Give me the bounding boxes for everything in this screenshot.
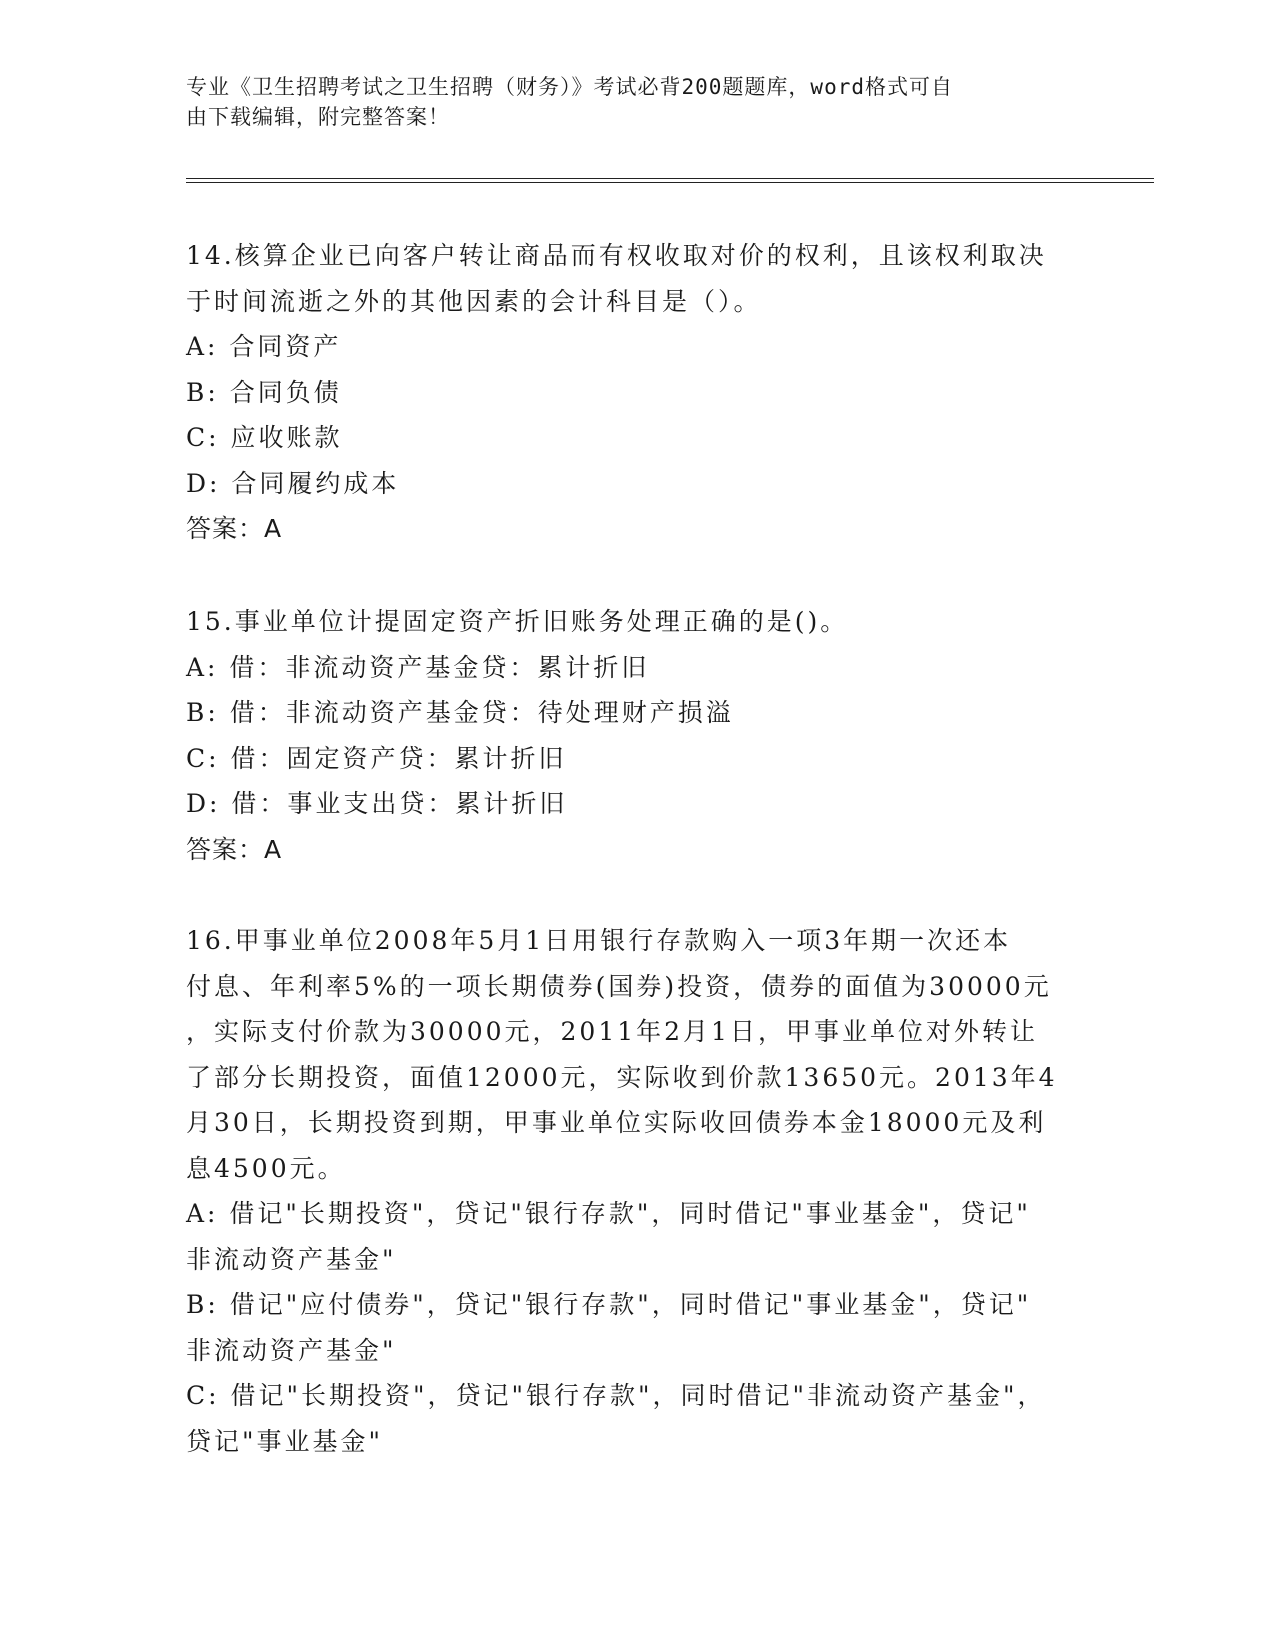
answer-line: 答案：A bbox=[186, 514, 283, 543]
option-a-continued: 非流动资产基金" bbox=[186, 1244, 397, 1274]
option-a: A: 借：非流动资产基金贷：累计折旧 bbox=[186, 652, 650, 682]
option-a: A: 合同资产 bbox=[186, 332, 342, 361]
option-b: B: 借记"应付债券"，贷记"银行存款"，同时借记"事业基金"，贷记" bbox=[186, 1290, 1032, 1319]
option-b: B: 借：非流动资产基金贷：待处理财产损溢 bbox=[186, 698, 734, 727]
header-line: 由下载编辑，附完整答案！ bbox=[186, 105, 450, 129]
option-b: B: 合同负债 bbox=[186, 377, 342, 407]
option-d: D: 借：事业支出贷：累计折旧 bbox=[186, 789, 568, 818]
question-stem-line: 月30日，长期投资到期，甲事业单位实际收回债券本金18000元及利 bbox=[186, 1108, 1047, 1137]
question-stem-line: 14.核算企业已向客户转让商品而有权收取对价的权利，且该权利取决 bbox=[186, 241, 1047, 270]
question-stem-line: 了部分长期投资，面值12000元，实际收到价款13650元。2013年4 bbox=[186, 1062, 1058, 1092]
option-c-continued: 贷记"事业基金" bbox=[186, 1426, 383, 1456]
option-b-continued: 非流动资产基金" bbox=[186, 1335, 397, 1365]
question-stem-line: ，实际支付价款为30000元，2011年2月1日，甲事业单位对外转让 bbox=[186, 1017, 1038, 1046]
question-stem-line: 15.事业单位计提固定资产折旧账务处理正确的是()。 bbox=[186, 607, 849, 636]
header-divider bbox=[186, 178, 1154, 183]
option-c: C: 借：固定资产贷：累计折旧 bbox=[186, 743, 567, 773]
question-stem-line: 付息、年利率5%的一项长期债券(国券)投资，债券的面值为30000元 bbox=[186, 971, 1052, 1001]
document-page bbox=[186, 0, 1146, 1650]
option-d: D: 合同履约成本 bbox=[186, 468, 400, 498]
document-header bbox=[186, 72, 1066, 132]
header-line: 专业《卫生招聘考试之卫生招聘（财务）》考试必背200题题库，word格式可自 bbox=[186, 75, 953, 99]
question-14 bbox=[186, 233, 1086, 552]
question-16 bbox=[186, 918, 1086, 1464]
question-stem-line: 16.甲事业单位2008年5月1日用银行存款购入一项3年期一次还本 bbox=[186, 926, 1012, 955]
question-stem-line: 息4500元。 bbox=[186, 1153, 346, 1183]
question-stem-line: 于时间流逝之外的其他因素的会计科目是（）。 bbox=[186, 286, 762, 316]
option-c: C: 应收账款 bbox=[186, 423, 343, 452]
answer-line: 答案：A bbox=[186, 834, 283, 864]
option-c: C: 借记"长期投资"，贷记"银行存款"，同时借记"非流动资产基金"， bbox=[186, 1381, 1046, 1410]
option-a: A: 借记"长期投资"，贷记"银行存款"，同时借记"事业基金"，贷记" bbox=[186, 1199, 1031, 1228]
question-15 bbox=[186, 599, 1086, 872]
